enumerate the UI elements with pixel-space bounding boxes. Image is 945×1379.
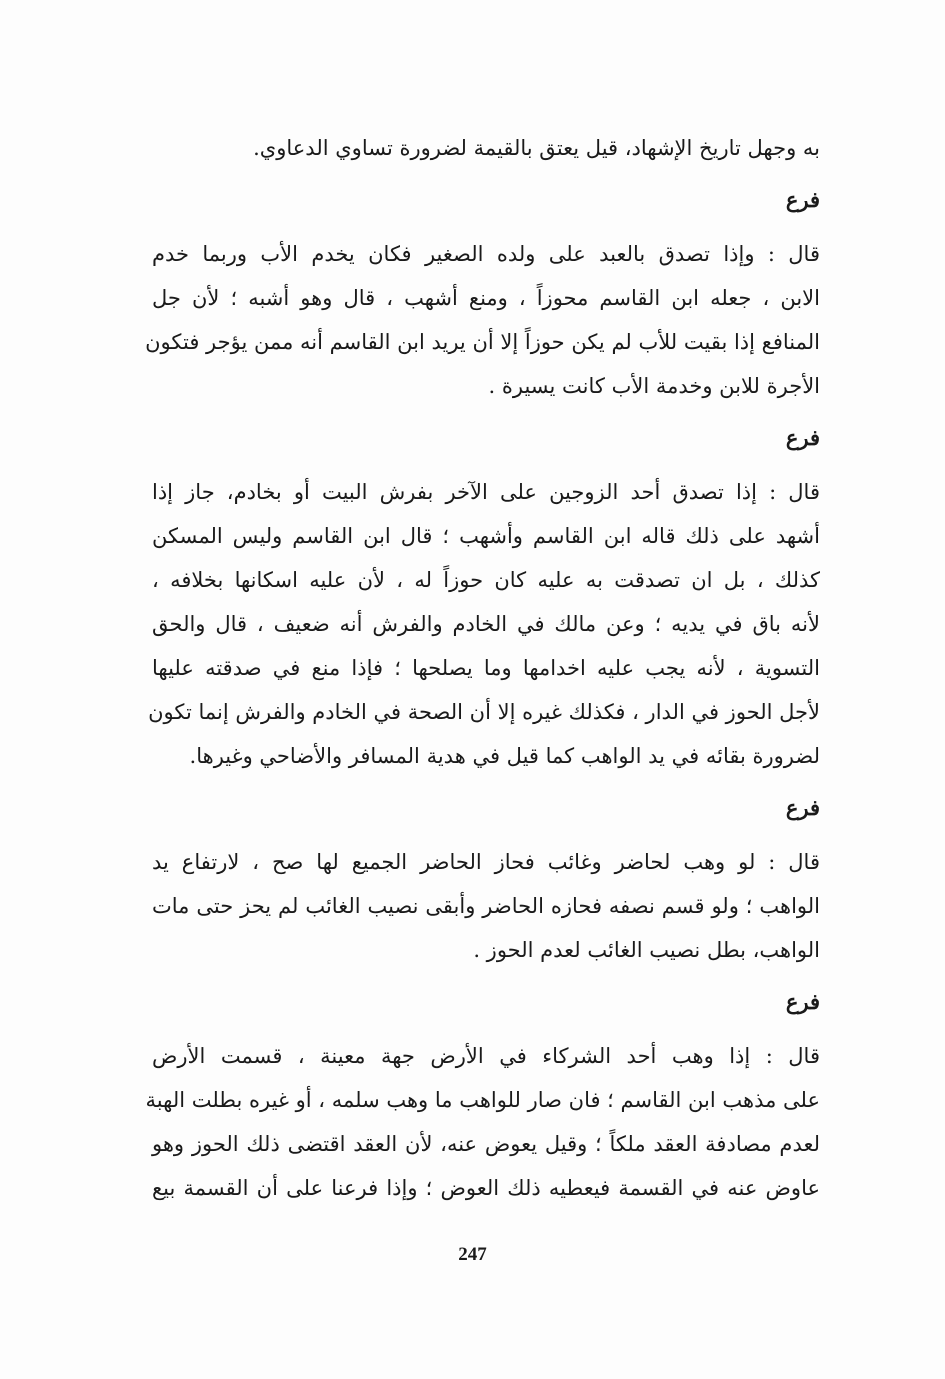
paragraph-line: كذلك ، بل ان تصدقت به عليه كان حوزاً له ، لأن عليه اسكانها بخلافه ، bbox=[152, 568, 820, 592]
paragraph-line: لأنه باق في يديه ؛ وعن مالك في الخادم والفرش أنه ضعيف ، قال والحق bbox=[152, 612, 820, 636]
section-4 bbox=[145, 980, 820, 1210]
paragraph-line: الواهب، بطل نصيب الغائب لعدم الحوز . bbox=[473, 938, 820, 962]
section-heading: فرع bbox=[785, 989, 820, 1014]
section-heading: فرع bbox=[785, 425, 820, 450]
paragraph-line: أشهد على ذلك قاله ابن القاسم وأشهب ؛ قال ابن القاسم وليس المسكن bbox=[152, 524, 820, 548]
intro-line: به وجهل تاريخ الإشهاد، قيل يعتق بالقيمة لضرورة تساوي الدعاوي. bbox=[253, 136, 820, 160]
paragraph-line: الأجرة للابن وخدمة الأب كانت يسيرة . bbox=[488, 374, 820, 398]
paragraph-line: التسوية ، لأنه يجب عليه اخدامها وما يصلحها ؛ فإذا منع في صدقته عليها bbox=[152, 656, 820, 680]
section-heading: فرع bbox=[785, 187, 820, 212]
page-number: 247 bbox=[458, 1244, 487, 1265]
paragraph-line: الابن ، جعله ابن القاسم محوزاً ، ومنع أشهب ، قال وهو أشبه ؛ لأن جل bbox=[152, 286, 820, 310]
paragraph-line: المنافع إذا بقيت للأب لم يكن حوزاً إلا أن يريد ابن القاسم أنه ممن يؤجر فتكون bbox=[145, 330, 820, 354]
paragraph-line: قال : لو وهب لحاضر وغائب فحاز الحاضر الجميع لها صح ، لارتفاع يد bbox=[152, 850, 820, 874]
section-3 bbox=[152, 786, 820, 972]
paragraph-line: قال : وإذا تصدق بالعبد على ولده الصغير فكان يخدم الأب وربما خدم bbox=[152, 242, 820, 266]
paragraph-line: قال : إذا تصدق أحد الزوجين على الآخر بفرش البيت أو بخادم، جاز إذا bbox=[152, 480, 820, 504]
paragraph-line: قال : إذا وهب أحد الشركاء في الأرض جهة معينة ، قسمت الأرض bbox=[152, 1044, 820, 1068]
paragraph-line: على مذهب ابن القاسم ؛ فان صار للواهب ما وهب سلمه ، أو غيره بطلت الهبة bbox=[145, 1088, 820, 1112]
section-2 bbox=[148, 416, 820, 778]
paragraph-line: لأجل الحوز في الدار ، فكذلك غيره إلا أن الصحة في الخادم والفرش إنما تكون bbox=[148, 700, 820, 724]
document-page bbox=[145, 126, 820, 1210]
paragraph-line: الواهب ؛ ولو قسم نصفه فحازه الحاضر وأبقى نصيب الغائب لم يحز حتى مات bbox=[152, 894, 820, 918]
paragraph-line: عاوض عنه في القسمة فيعطيه ذلك العوض ؛ وإذا فرعنا على أن القسمة بيع bbox=[152, 1176, 820, 1200]
section-heading: فرع bbox=[785, 795, 820, 820]
section-1 bbox=[145, 178, 820, 408]
paragraph-line: لعدم مصادفة العقد ملكاً ؛ وقيل يعوض عنه، لأن العقد اقتضى ذلك الحوز وهو bbox=[152, 1132, 820, 1156]
paragraph-line: لضرورة بقائه في يد الواهب كما قيل في هدية المسافر والأضاحي وغيرها. bbox=[189, 744, 820, 768]
